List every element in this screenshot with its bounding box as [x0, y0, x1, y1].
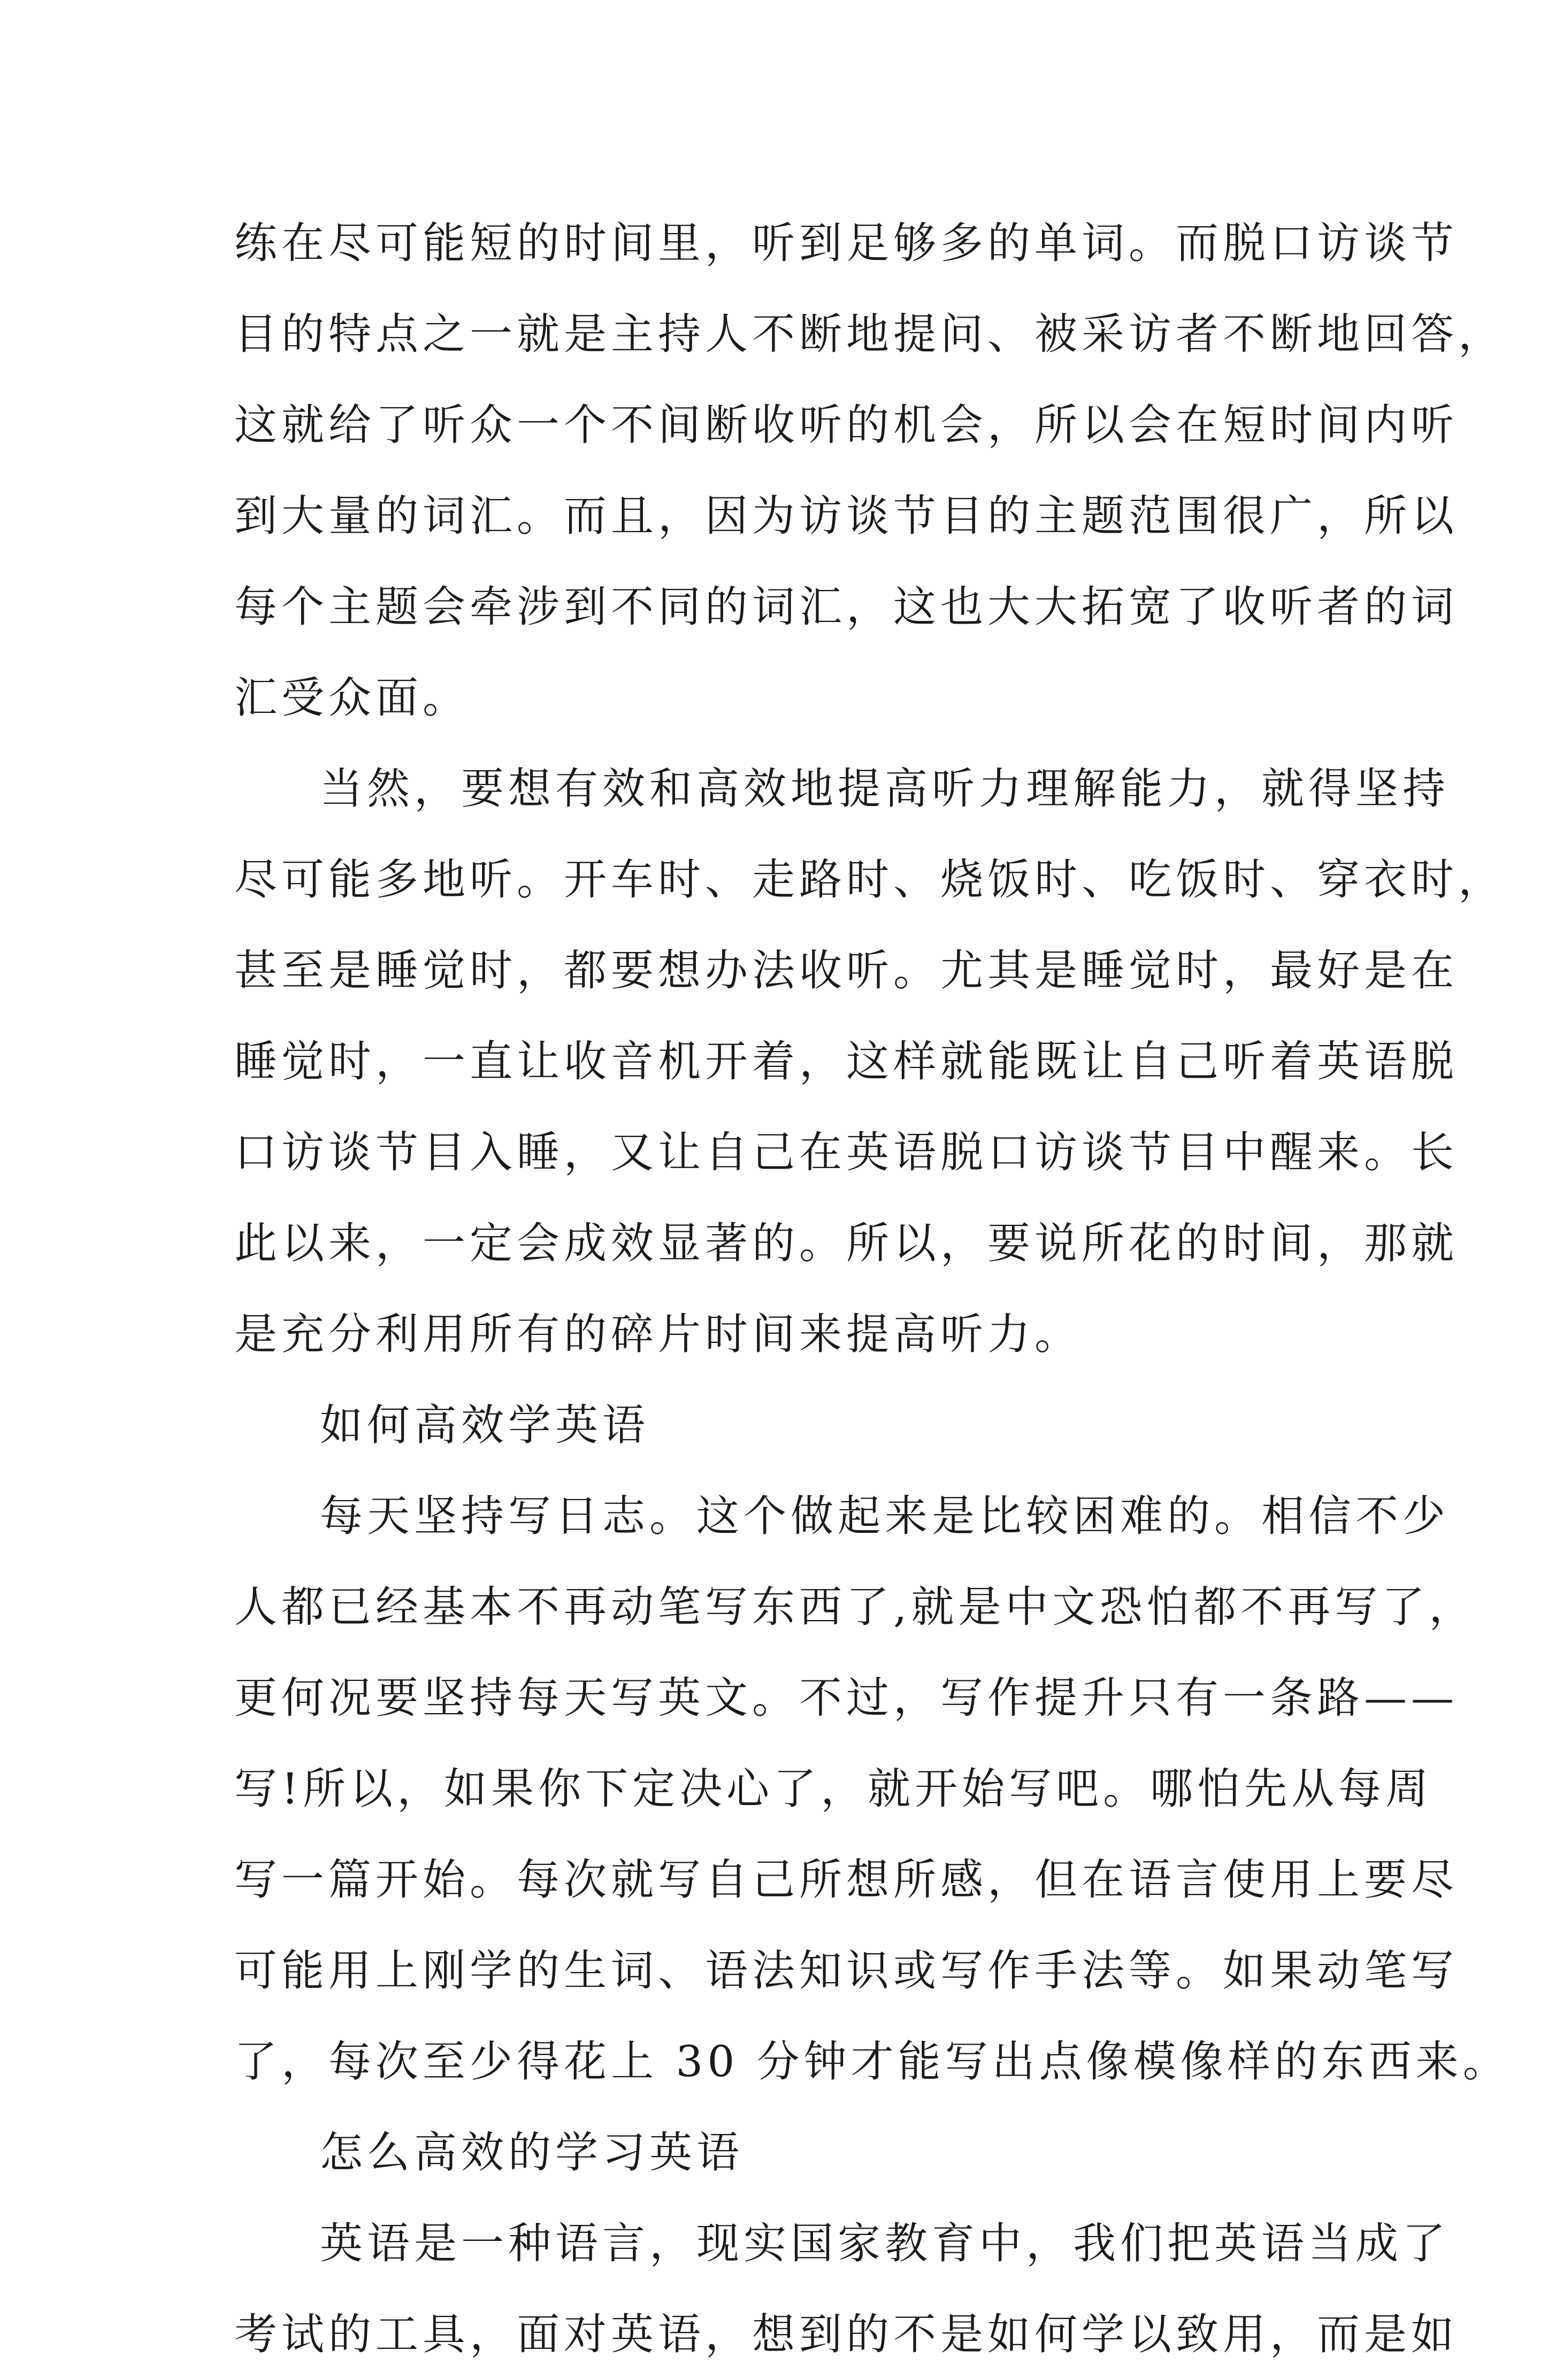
text-line: 了，每次至少得花上 30 分钟才能写出点像模像样的东西来。: [234, 2037, 1510, 2086]
text-line: 人都已经基本不再动笔写东西了,就是中文恐怕都不再写了，: [234, 1582, 1476, 1632]
text-line: 目的特点之一就是主持人不断地提问、被采访者不断地回答，: [234, 309, 1505, 359]
text-line: 这就给了听众一个不间断收听的机会，所以会在短时间内听: [234, 400, 1458, 450]
text-line: 英语是一种语言，现实国家教育中，我们把英语当成了: [320, 2218, 1450, 2268]
text-line: 口访谈节目入睡，又让自己在英语脱口访谈节目中醒来。长: [234, 1127, 1458, 1177]
text-line: 此以来，一定会成效显著的。所以，要说所花的时间，那就: [234, 1218, 1458, 1268]
text-line: 到大量的词汇。而且，因为访谈节目的主题范围很广，所以: [234, 491, 1458, 541]
document-body: [234, 198, 1510, 2380]
text-line: 写!所以，如果你下定决心了，就开始写吧。哪怕先从每周: [234, 1764, 1433, 1814]
text-line: 怎么高效的学习英语: [320, 2128, 744, 2177]
text-line: 当然，要想有效和高效地提高听力理解能力，就得坚持: [320, 764, 1450, 813]
text-line: 练在尽可能短的时间里，听到足够多的单词。而脱口访谈节: [234, 218, 1458, 268]
text-line: 汇受众面。: [234, 673, 470, 723]
text-line: 更何况要坚持每天写英文。不过，写作提升只有一条路——: [234, 1673, 1458, 1723]
text-line: 如何高效学英语: [320, 1400, 649, 1450]
text-line: 睡觉时，一直让收音机开着，这样就能既让自己听着英语脱: [234, 1037, 1458, 1086]
text-line: 可能用上刚学的生词、语法知识或写作手法等。如果动笔写: [234, 1946, 1458, 1995]
text-line: 写一篇开始。每次就写自己所想所感，但在语言使用上要尽: [234, 1855, 1458, 1905]
text-line: 是充分利用所有的碎片时间来提高听力。: [234, 1309, 1082, 1359]
text-line: 每天坚持写日志。这个做起来是比较困难的。相信不少: [320, 1491, 1450, 1541]
text-line: 考试的工具，面对英语，想到的不是如何学以致用，而是如: [234, 2309, 1458, 2359]
text-line: 每个主题会牵涉到不同的词汇，这也大大拓宽了收听者的词: [234, 582, 1458, 632]
text-line: 尽可能多地听。开车时、走路时、烧饭时、吃饭时、穿衣时，: [234, 855, 1505, 904]
text-line: 甚至是睡觉时，都要想办法收听。尤其是睡觉时，最好是在: [234, 946, 1458, 995]
